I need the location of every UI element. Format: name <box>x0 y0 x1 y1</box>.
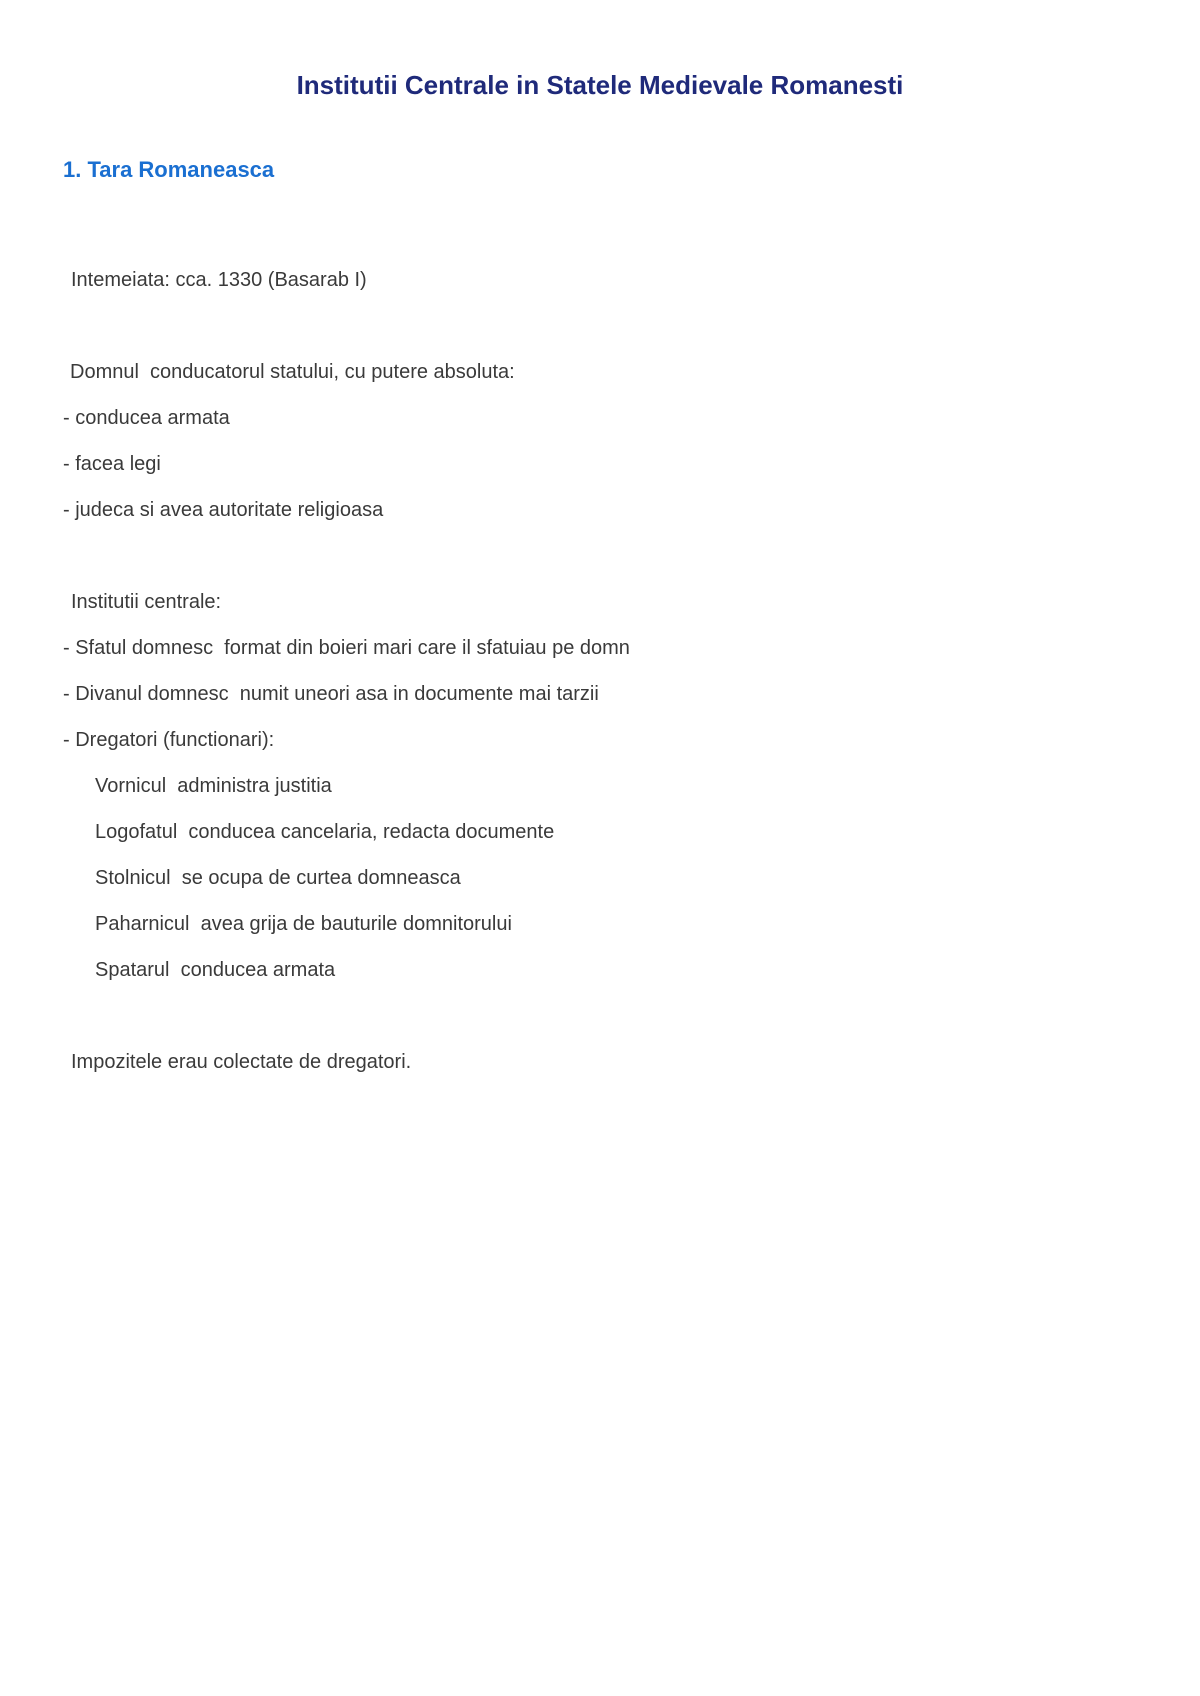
institutions-intro: Institutii centrale: <box>71 591 222 613</box>
institution-item: - Divanul domnesc numit uneori asa in documente mai tarzii <box>63 683 599 705</box>
institution-item: - Sfatul domnesc format din boieri mari care il sfatuiau pe domn <box>63 637 630 659</box>
ruler-intro: Domnul conducatorul statului, cu putere absoluta: <box>70 361 515 383</box>
official-item: Spatarul conducea armata <box>95 959 336 981</box>
section-heading: 1. Tara Romaneasca <box>63 157 275 182</box>
institution-item: - Dregatori (functionari): <box>63 729 275 751</box>
official-item: Stolnicul se ocupa de curtea domneasca <box>95 867 461 889</box>
official-item: Logofatul conducea cancelaria, redacta documente <box>95 821 555 843</box>
official-item: Paharnicul avea grija de bauturile domnitorului <box>95 913 512 935</box>
document-title: Institutii Centrale in Statele Medievale Romanesti <box>296 70 904 100</box>
ruler-duty: - conducea armata <box>63 407 230 429</box>
taxes-line: Impozitele erau colectate de dregatori. <box>71 1051 412 1073</box>
ruler-duty: - judeca si avea autoritate religioasa <box>63 499 384 521</box>
founded-line: Intemeiata: cca. 1330 (Basarab I) <box>71 269 367 291</box>
official-item: Vornicul administra justitia <box>95 775 332 797</box>
ruler-duty: - facea legi <box>63 453 161 475</box>
